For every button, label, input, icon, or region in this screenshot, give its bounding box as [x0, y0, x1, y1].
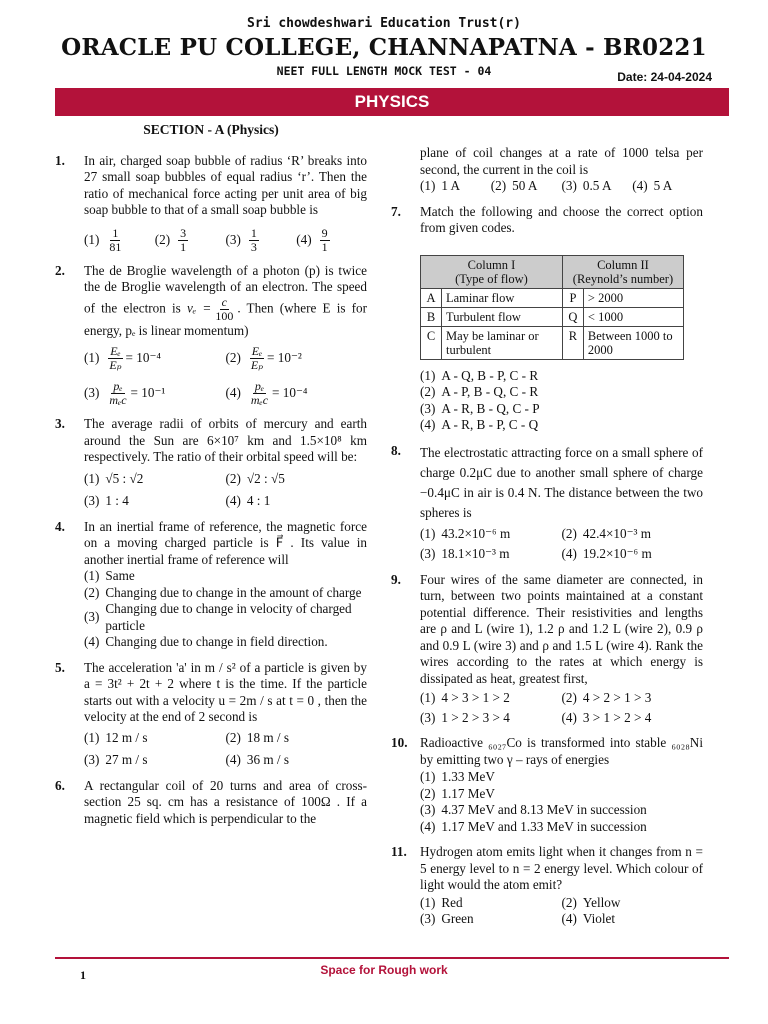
- question-1: [55, 153, 367, 254]
- question-number: 11.: [391, 844, 407, 859]
- question-3: [55, 416, 367, 510]
- table-row: B Turbulent flow Q < 1000: [421, 307, 684, 326]
- option-1[interactable]: (1) 1.33 MeV: [420, 769, 495, 784]
- table-row: C May be laminar or turbulent R Between 1000 to 2000: [421, 326, 684, 359]
- options: [420, 895, 703, 928]
- option-4[interactable]: (4) A - R, B - P, C - Q: [420, 417, 539, 432]
- option-4[interactable]: (4) $\frac{9}{1}$: [296, 225, 328, 254]
- option-2[interactable]: (2) Yellow: [561, 894, 621, 910]
- question-number: 6.: [55, 777, 65, 793]
- options: [420, 690, 703, 726]
- option-4[interactable]: (4) 36 m / s: [225, 752, 290, 767]
- option-3[interactable]: (3) 18.1×10⁻³ m: [420, 546, 510, 561]
- option-1[interactable]: (1) $\frac{\text{Eₑ}}{\text{Eₚ}}$ = 10⁻⁴: [84, 344, 162, 372]
- option-1[interactable]: (1) A - Q, B - P, C - R: [420, 367, 539, 383]
- option-3[interactable]: (3) A - R, B - Q, C - P: [420, 400, 540, 416]
- question-text: The de Broglie wavelength of a photon (p) is twice the de Broglie wavelength of an electron. The speed of the electron is vₑ = $\frac{c}{100}$ . Then (where E is for energy, pₑ is linear momentum): [84, 262, 368, 338]
- college-title: ORACLE PU COLLEGE, CHANNAPATNA - BR0221: [61, 34, 707, 61]
- question-text: Radioactive ₆₀₂₇Co is transformed into stable ₆₀₂₈Ni by emitting two γ – rays of energies: [420, 735, 703, 767]
- option-3[interactable]: (3) $\frac{\text{pₑ}}{\text{mₑc}}$ = 10⁻¹: [84, 379, 166, 407]
- question-text: In air, charged soap bubble of radius ‘R’ breaks into 27 small soap bubbles of equal radius ‘r’. Then the ratio of mechanical force acting per unit area of big soap bubble to that of a small soap bubble is: [84, 152, 367, 217]
- question-number: 9.: [391, 571, 401, 587]
- option-4[interactable]: (4) 3 > 1 > 2 > 4: [561, 709, 652, 725]
- option-3[interactable]: (3) $\frac{1}{3}$: [225, 225, 257, 254]
- table-header-col2: Column II (Reynold’s number): [562, 255, 683, 288]
- question-6: [55, 778, 367, 828]
- question-text: The acceleration 'a' in m / s² of a particle is given by a = 3t² + 2t + 2 where t is the time. If the particle starts out with a velocity u = 2m / s at t = 0 , then the velocity at the end of 2 second is: [84, 659, 367, 724]
- question-7: [391, 204, 703, 434]
- option-2[interactable]: (2) $\frac{\text{Eₑ}}{\text{Eₚ}}$ = 10⁻²: [225, 344, 302, 372]
- option-4[interactable]: (4) $\frac{\text{pₑ}}{\text{mₑc}}$ = 10⁻⁴: [225, 379, 308, 407]
- question-number: 4.: [55, 518, 65, 534]
- question-text: plane of coil changes at a rate of 1000 telsa per second, the current in the coil is: [420, 145, 703, 177]
- table-row: A Laminar flow P > 2000: [421, 288, 684, 307]
- options: [84, 227, 367, 254]
- options: [84, 471, 367, 510]
- option-3[interactable]: (3) Changing due to change in velocity of charged particle: [84, 601, 352, 633]
- option-1[interactable]: (1) 1 A: [420, 178, 461, 193]
- option-2[interactable]: (2) A - P, B - Q, C - R: [420, 384, 539, 399]
- option-4[interactable]: (4) 5 A: [632, 178, 673, 193]
- question-number: 7.: [391, 203, 401, 219]
- option-2[interactable]: (2) $\frac{3}{1}$: [154, 225, 187, 254]
- option-3[interactable]: (3) 27 m / s: [84, 752, 148, 767]
- right-column: [391, 147, 703, 937]
- option-3[interactable]: (3) 1 : 4: [84, 493, 129, 508]
- question-number: 2.: [55, 262, 65, 278]
- option-3[interactable]: (3) Green: [420, 911, 474, 926]
- question-5: [55, 660, 367, 769]
- question-text: A rectangular coil of 20 turns and area of cross-section 25 sq. cm has a resistance of 100Ω . If a magnetic field which is perpendicular to the: [84, 777, 367, 826]
- option-3[interactable]: (3) 4.37 MeV and 8.13 MeV in succession: [420, 802, 647, 817]
- page-number: 1: [80, 968, 86, 982]
- option-1[interactable]: (1) $\frac{1}{81}$: [84, 225, 122, 254]
- question-number: 5.: [55, 659, 65, 675]
- option-4[interactable]: (4) 1.17 MeV and 1.33 MeV in succession: [420, 818, 647, 834]
- question-8: [391, 443, 703, 563]
- footer-divider: [55, 957, 729, 959]
- options: [84, 345, 367, 407]
- option-1[interactable]: (1) √5 : √2: [84, 470, 144, 486]
- options: [84, 730, 367, 769]
- match-table: [420, 255, 684, 360]
- left-column: [55, 122, 367, 836]
- option-1[interactable]: (1) 43.2×10⁻⁶ m: [420, 525, 511, 541]
- section-title: SECTION - A (Physics): [143, 122, 279, 137]
- question-number: 10.: [391, 735, 408, 750]
- question-10: [391, 735, 703, 835]
- option-1[interactable]: (1) Red: [420, 894, 463, 910]
- options: [420, 368, 703, 434]
- options: [420, 526, 703, 563]
- options: [420, 178, 703, 195]
- question-number: 3.: [55, 416, 65, 431]
- option-1[interactable]: (1) 12 m / s: [84, 729, 148, 745]
- test-date: Date: 24-04-2024: [617, 70, 712, 84]
- options: [420, 769, 703, 835]
- question-4: [55, 519, 367, 651]
- option-3[interactable]: (3) 0.5 A: [561, 178, 612, 193]
- option-1[interactable]: (1) 4 > 3 > 1 > 2: [420, 690, 510, 705]
- question-text: The electrostatic attracting force on a small sphere of charge 0.2μC due to another small sphere of charge −0.4μC in air is 0.4 N. The distance between the two spheres is: [420, 444, 703, 520]
- option-4[interactable]: (4) Violet: [561, 911, 616, 926]
- question-text: In an inertial frame of reference, the magnetic force on a moving charged particle is F⃗ . Its value in another inertial frame of reference will: [84, 518, 367, 567]
- question-text: Match the following and choose the correct option from given codes.: [420, 203, 703, 235]
- question-text: Four wires of the same diameter are connected, in turn, between two points maintained at a constant potential difference. Their resistivities and lengths are ρ and L (wire 1), 1.2 ρ and 1.2 L (wire 2), 0.9 ρ and 0.9 L (wire 3) and ρ and 1.5 L (wire 4). Rank the wires according to the rates at which energy is dissipated as heat, greatest first,: [420, 571, 703, 686]
- question-text: Hydrogen atom emits light when it changes from n = 5 energy level to n = 2 energy level. Which colour of light would the atom emit?: [420, 844, 703, 892]
- question-number: 8.: [391, 442, 401, 458]
- option-2[interactable]: (2) 42.4×10⁻³ m: [561, 525, 652, 541]
- option-2[interactable]: (2) √2 : √5: [225, 470, 285, 486]
- option-2[interactable]: (2) 18 m / s: [225, 729, 290, 745]
- option-2[interactable]: (2) 1.17 MeV: [420, 785, 495, 801]
- option-2[interactable]: (2) 4 > 2 > 1 > 3: [561, 690, 652, 705]
- question-9: [391, 572, 703, 727]
- option-1[interactable]: (1) Same: [84, 568, 135, 583]
- trust-name: Sri chowdeshwari Education Trust(r): [247, 16, 521, 31]
- question-11: [391, 844, 703, 928]
- option-4[interactable]: (4) Changing due to change in field direction.: [84, 634, 328, 649]
- question-6-continued: [391, 145, 703, 195]
- options: [84, 568, 367, 651]
- option-2[interactable]: (2) 50 A: [490, 178, 538, 193]
- test-title: NEET FULL LENGTH MOCK TEST - 04: [276, 64, 492, 78]
- option-3[interactable]: (3) 1 > 2 > 3 > 4: [420, 709, 510, 725]
- option-4[interactable]: (4) 4 : 1: [225, 493, 271, 508]
- rough-work-label: Space for Rough work: [320, 963, 448, 977]
- question-2: [55, 263, 367, 408]
- option-4[interactable]: (4) 19.2×10⁻⁶ m: [561, 546, 652, 561]
- question-number: 1.: [55, 152, 65, 168]
- option-2[interactable]: (2) Changing due to change in the amount of charge: [84, 584, 362, 600]
- question-text: The average radii of orbits of mercury and earth around the Sun are 6×10⁷ km and 1.5×10⁸ km respectively. The ratio of their orbital speed will be:: [84, 416, 367, 464]
- subject-banner: PHYSICS: [55, 88, 729, 116]
- table-header-col1: Column I (Type of flow): [421, 255, 563, 288]
